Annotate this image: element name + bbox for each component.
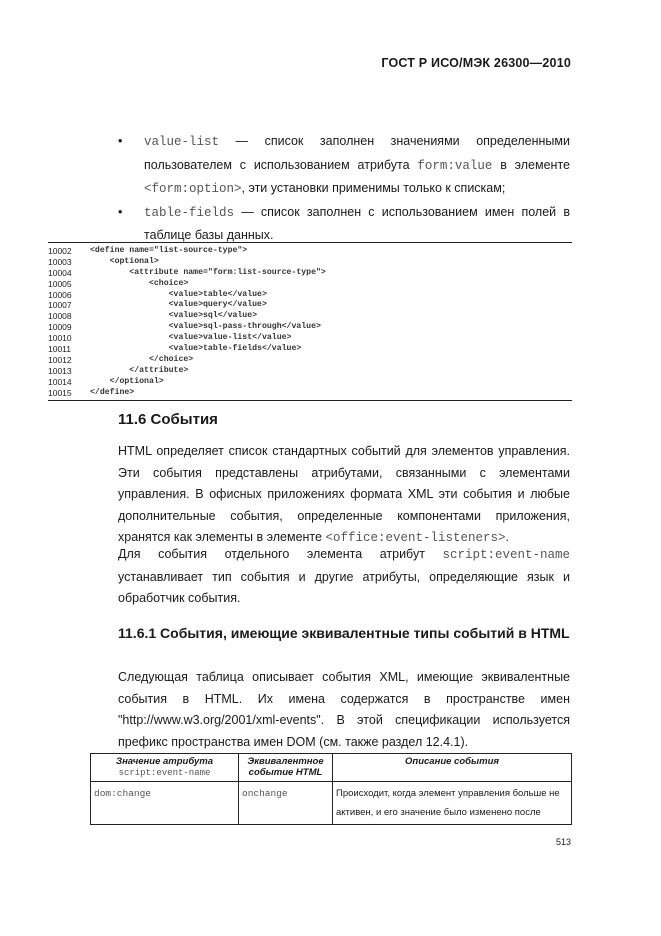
line-number: 10005 bbox=[48, 278, 72, 289]
bullet-term: table-fields bbox=[144, 205, 235, 220]
cell-html-event: onchange bbox=[239, 782, 333, 825]
code-line bbox=[48, 290, 572, 301]
header-html-event: Эквивалентное событие HTML bbox=[239, 754, 333, 782]
code-line bbox=[48, 322, 572, 333]
code-text: <define name="list-source-type"> bbox=[90, 246, 248, 255]
code-line bbox=[48, 355, 572, 366]
line-number: 10007 bbox=[48, 300, 72, 311]
bullet-text: , эти установки применимы только к спискам; bbox=[241, 181, 506, 195]
line-number: 10002 bbox=[48, 246, 72, 256]
code-text: <value>value-list</value> bbox=[90, 333, 292, 343]
code-listing bbox=[48, 242, 572, 401]
code-text: <value>table-fields</value> bbox=[90, 344, 302, 354]
paragraph-text: . bbox=[505, 530, 509, 544]
section-paragraph-1 bbox=[118, 441, 570, 550]
bullet-text: в элементе bbox=[492, 157, 570, 172]
code-line bbox=[48, 268, 572, 279]
bullet-term: value-list bbox=[144, 135, 220, 149]
subsection-heading: 11.6.1 События, имеющие эквивалентные типы событий в HTML bbox=[118, 625, 570, 641]
bullet-text: — список заполнен значениями определенными пользователем с использованием атрибута bbox=[144, 134, 570, 172]
bullet-list bbox=[118, 130, 570, 247]
line-number: 10004 bbox=[48, 267, 72, 278]
events-table bbox=[90, 753, 572, 825]
inline-code: form:value bbox=[417, 158, 493, 173]
header-attribute-value bbox=[91, 754, 239, 782]
table-header-row bbox=[91, 754, 572, 782]
line-number: 10012 bbox=[48, 354, 72, 365]
code-line bbox=[48, 311, 572, 322]
bullet-text: — список заполнен с использованием имен полей в таблице базы данных. bbox=[144, 204, 570, 242]
line-number: 10014 bbox=[48, 376, 72, 387]
subsection-paragraph: Следующая таблица описывает события XML, имеющие эквивалентные события в HTML. Их имена содержатся в пространстве имен "http://www.w3.org/2001/xml-events". В этой спецификации используется префикс пространства имен DOM (см. также раздел 12.4.1). bbox=[118, 670, 570, 749]
code-text: <attribute name="form:list-source-type"> bbox=[90, 267, 326, 277]
line-number: 10015 bbox=[48, 387, 72, 398]
code-line bbox=[48, 279, 572, 290]
bullet-table-fields bbox=[118, 201, 570, 247]
line-number: 10010 bbox=[48, 333, 72, 344]
code-line bbox=[48, 246, 572, 257]
code-line bbox=[48, 377, 572, 388]
line-number: 10011 bbox=[48, 344, 72, 355]
code-line bbox=[48, 366, 572, 377]
cell-attribute: dom:change bbox=[91, 782, 239, 825]
code-text: </attribute> bbox=[90, 365, 189, 375]
code-text: <value>sql-pass-through</value> bbox=[90, 322, 321, 332]
line-number: 10013 bbox=[48, 365, 72, 376]
code-text: <choice> bbox=[90, 278, 189, 288]
header-label: Значение атрибута bbox=[115, 756, 214, 767]
table-row bbox=[91, 782, 572, 825]
code-text: <value>table</value> bbox=[90, 289, 267, 299]
code-text: <value>sql</value> bbox=[90, 311, 258, 321]
code-line bbox=[48, 344, 572, 355]
inline-code: <office:event-listeners> bbox=[325, 531, 506, 545]
line-number: 10008 bbox=[48, 311, 72, 322]
section-paragraph-2 bbox=[118, 544, 570, 610]
inline-code: <form:option> bbox=[144, 182, 242, 196]
document-header: ГОСТ Р ИСО/МЭК 26300—2010 bbox=[381, 56, 571, 70]
code-text: <optional> bbox=[90, 256, 159, 266]
paragraph-text: Для события отдельного элемента атрибут bbox=[118, 547, 443, 561]
page-number: 513 bbox=[555, 837, 571, 847]
line-number: 10003 bbox=[48, 256, 72, 267]
line-number: 10009 bbox=[48, 322, 72, 333]
paragraph-text: устанавливает тип события и другие атрибуты, определяющие язык и обработчик события. bbox=[118, 569, 570, 605]
bullet-value-list bbox=[118, 130, 570, 201]
code-text: </optional> bbox=[90, 376, 164, 386]
code-line bbox=[48, 300, 572, 311]
code-text: </define> bbox=[90, 387, 135, 397]
code-line bbox=[48, 333, 572, 344]
section-heading: 11.6 События bbox=[118, 411, 218, 428]
code-text: <value>query</value> bbox=[90, 300, 267, 310]
code-text: </choice> bbox=[90, 354, 194, 364]
inline-code: script:event-name bbox=[442, 548, 570, 562]
paragraph-text: HTML определяет список стандартных событий для элементов управления. Эти события представлены атрибутами, связанными с элементами управления. В офисных приложениях формата XML эти события и любые дополнительные события, определенные компонентами приложения, хранятся как элементы в элементе bbox=[118, 444, 570, 544]
code-line bbox=[48, 388, 572, 399]
header-code: script:event-name bbox=[118, 768, 211, 778]
code-line bbox=[48, 257, 572, 268]
cell-description: Происходит, когда элемент управления больше не активен, и его значение было изменено после bbox=[333, 782, 572, 825]
line-number: 10006 bbox=[48, 289, 72, 300]
header-description: Описание события bbox=[333, 754, 572, 782]
